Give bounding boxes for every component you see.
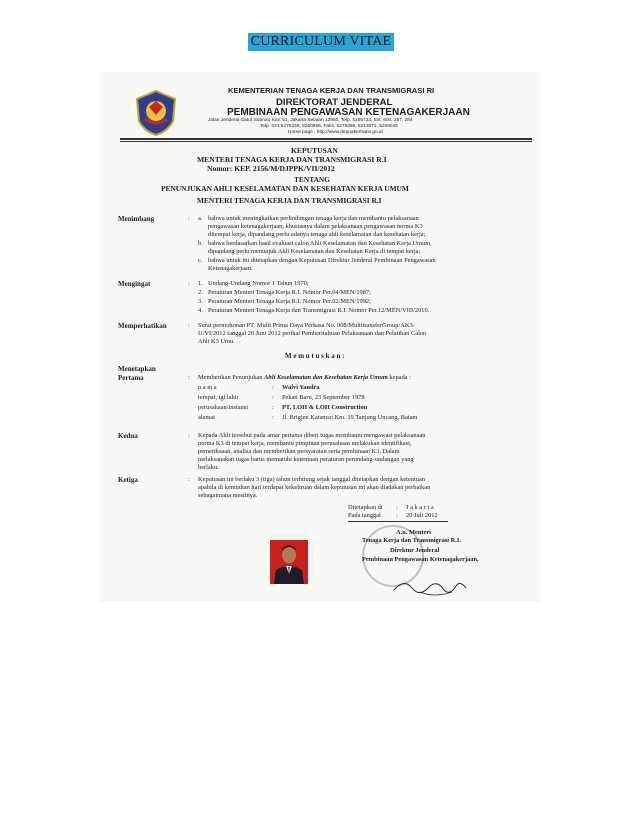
menimbang-c-line-2: Ketenagakerjaan.: [208, 265, 253, 272]
letterhead-divider-thin: [120, 141, 532, 142]
sign-line-3: Direktur Jenderal: [390, 547, 440, 554]
ketiga-line-1: Keputusan ini berlaku 3 (tiga) tahun terhitung sejak tanggal ditetapkan dengan ketentuan: [198, 476, 425, 483]
decree-subject: PENUNJUKAN AHLI KESELAMATAN DAN KESEHATAN KERJA UMUM: [161, 184, 409, 193]
kedua-label: Kedua: [118, 432, 138, 440]
mengingat-item-2: Peraturan Menteri Tenaga Kerja R.I. Nomor Per.04/MEN/1987;: [208, 289, 371, 296]
decree-document: [100, 72, 540, 602]
applicant-photo: [270, 540, 308, 584]
menimbang-b-line-2: dipandang perlu menunjuk Ahli Keselamatan dan Kesehatan Kerja di tempat kerja;: [208, 248, 421, 255]
field-key-birth: tempat, tgl lahir: [198, 394, 239, 401]
decree-about: TENTANG: [294, 175, 330, 184]
decree-issuer: MENTERI TENAGA KERJA DAN TRANSMIGRASI R.I: [197, 155, 387, 164]
date-label: Pada tanggal: [348, 512, 381, 519]
mengingat-mark-4: 4.: [198, 307, 203, 314]
kedua-line-4: melaksanakan tugas harus mematuhi ketentuan peraturan perundang-undangan yang: [198, 456, 414, 463]
directorate-name: DIREKTORAT JENDERAL: [276, 97, 393, 108]
pertama-intro-end: kepada :: [389, 374, 411, 381]
place-label: Ditetapkan di: [348, 504, 383, 511]
menimbang-a-line-3: ditempat kerja, dipandang perlu adanya tenaga ahli keselamatan dan kesehatan kerja;: [208, 231, 426, 238]
mengingat-mark-1: 1.: [198, 280, 203, 287]
field-key-company: perusahaan/instansi: [198, 404, 249, 411]
mengingat-item-4: Peraturan Menteri Tenaga Kerja dan Transmigrasi R.I. Nomor Per.12/MEN/VIII/2010.: [208, 307, 430, 314]
mengingat-colon: :: [188, 280, 190, 287]
sign-line-1: A.n. Menteri: [396, 529, 431, 536]
field-colon-company: :: [272, 404, 274, 411]
division-name: PEMBINAAN PENGAWASAN KETENAGAKERJAAN: [227, 107, 470, 118]
ministry-emblem-icon: [133, 89, 179, 137]
pertama-intro: [198, 374, 411, 382]
menimbang-mark-b: b.: [198, 240, 203, 247]
menimbang-mark-c: c.: [198, 257, 203, 264]
menimbang-a-line-1: bahwa untuk meningkatkan perlindungan tenaga kerja dan membantu pelaksanaan: [208, 215, 419, 222]
pertama-intro-text: Memberikan Penunjukan: [198, 374, 263, 381]
place-colon: :: [396, 504, 398, 511]
mengingat-label: Mengingat: [118, 280, 151, 288]
field-value-address: Jl. Brigjen Katamso Km. 19 Tanjung Uncang, Batam: [282, 414, 418, 421]
memperhatikan-label: Memperhatikan: [118, 322, 167, 330]
menimbang-c-line-1: bahwa untuk itu ditetapkan dengan Keputusan Direktur Jenderal Pembinaan Pengawasan: [208, 257, 436, 264]
ministry-name: KEMENTERIAN TENAGA KERJA DAN TRANSMIGRASI RI: [228, 86, 435, 95]
date-value: 20 Juli 2012: [406, 512, 438, 519]
field-key-address: alamat: [198, 414, 216, 421]
field-value-birth: Pekan Baru, 23 September 1978: [282, 394, 365, 401]
place-value: J a k a r t a: [406, 504, 434, 511]
mengingat-item-3: Peraturan Menteri Tenaga Kerja R.I. Nomor Per.02/MEN/1992;: [208, 298, 371, 305]
kedua-line-2: norma K3 di tempat kerja, membantu pimpinan perusahaan melakukan identifikasi,: [198, 440, 412, 447]
decree-number: Nomor: KEP. 2156/M/DJPPK/VII/2012: [207, 164, 335, 173]
homepage-line: Home page : http://www.depnakertrans.go.id: [288, 130, 383, 135]
menimbang-b-line-1: bahwa berdasarkan hasil evaluasi calon Ahli Keselamatan dan Kesehatan Kerja Umum,: [208, 240, 432, 247]
address-line-1: Jalan Jenderal Gatot Subroto Kav. 51, Jakarta Selatan 12950, Telp. 5255733, Ext. 604, 257, 284: [208, 118, 413, 123]
date-colon: :: [396, 512, 398, 519]
ketiga-colon: :: [188, 476, 190, 483]
kedua-colon: :: [188, 432, 190, 439]
person-photo-icon: [270, 540, 308, 584]
handwritten-signature: [390, 572, 470, 600]
ketiga-line-3: sebagaimana mestinya.: [198, 492, 258, 499]
memutuskan-heading: M e m u t u s k a n :: [285, 352, 345, 360]
menimbang-mark-a: a.: [198, 215, 203, 222]
mengingat-mark-2: 2.: [198, 289, 203, 296]
cv-title-banner: CURRICULUM VITAE: [248, 33, 394, 51]
address-line-2: Telp. 021 5275240, 5260955, Faks. 5279365, 5213571, 5268045: [260, 124, 398, 129]
menetapkan-label: Menetapkan: [118, 365, 156, 373]
pertama-intro-title: Ahli Keselamatan dan Kesehatan Kerja Umum: [264, 374, 388, 381]
field-colon-address: :: [272, 414, 274, 421]
menimbang-colon: :: [188, 215, 190, 222]
memperhatikan-colon: :: [188, 322, 190, 329]
menimbang-a-line-2: pengawasan ketenagakerjaan, khususnya dalam pelaksanaan pengawasan norma K3: [208, 223, 423, 230]
pertama-label: Pertama: [118, 374, 144, 382]
date-underline: [348, 521, 448, 522]
pertama-colon: :: [188, 374, 190, 381]
memperhatikan-line-2: U/VI/2012 tanggal 20 Juni 2012 perihal Pemberitahuan Pelaksanaan dan Pelatihan Calon: [198, 330, 427, 337]
kedua-line-1: Kepada Ahli tersebut pada amar pertama diberi tugas membantu mengawasi pelaksanaan: [198, 432, 426, 439]
memperhatikan-line-1: Surat permohonan PT. Multi Prima Daya Perkasa No. 008/MultitransferGroup/AK3-: [198, 322, 415, 329]
memperhatikan-line-3: Ahli K3 Umu.: [198, 338, 235, 345]
field-value-name: Walvi Yandra: [282, 384, 320, 391]
field-colon-name: :: [272, 384, 274, 391]
sign-line-4: Pembinaan Pengawasan Ketenagakerjaan,: [362, 556, 479, 563]
kedua-line-5: berlaku.: [198, 464, 219, 471]
mengingat-mark-3: 3.: [198, 298, 203, 305]
ketiga-line-2: apabila di kemudian hari terdapat kekeliruan dalam keputusan ini akan diadakan perbaikan: [198, 484, 431, 491]
field-colon-birth: :: [272, 394, 274, 401]
field-key-name: n a m a: [198, 384, 217, 391]
menimbang-label: Menimbang: [118, 215, 155, 223]
kedua-line-3: pemeriksaan, analisa dan memberikan persyaratan serta pembinaan K3. Dalam: [198, 448, 400, 455]
sign-line-2: Tenaga Kerja dan Transmigrasi R.I.: [362, 537, 461, 544]
decree-heading: KEPUTUSAN: [291, 146, 338, 155]
ketiga-label: Ketiga: [118, 476, 138, 484]
decree-issuer-2: MENTERI TENAGA KERJA DAN TRANSMIGRASI R.I: [197, 196, 382, 205]
field-value-company: PT. LOH & LOH Construction: [282, 404, 368, 411]
letterhead-divider: [120, 138, 532, 140]
mengingat-item-1: Undang-Undang Nomor 1 Tahun 1970;: [208, 280, 309, 287]
